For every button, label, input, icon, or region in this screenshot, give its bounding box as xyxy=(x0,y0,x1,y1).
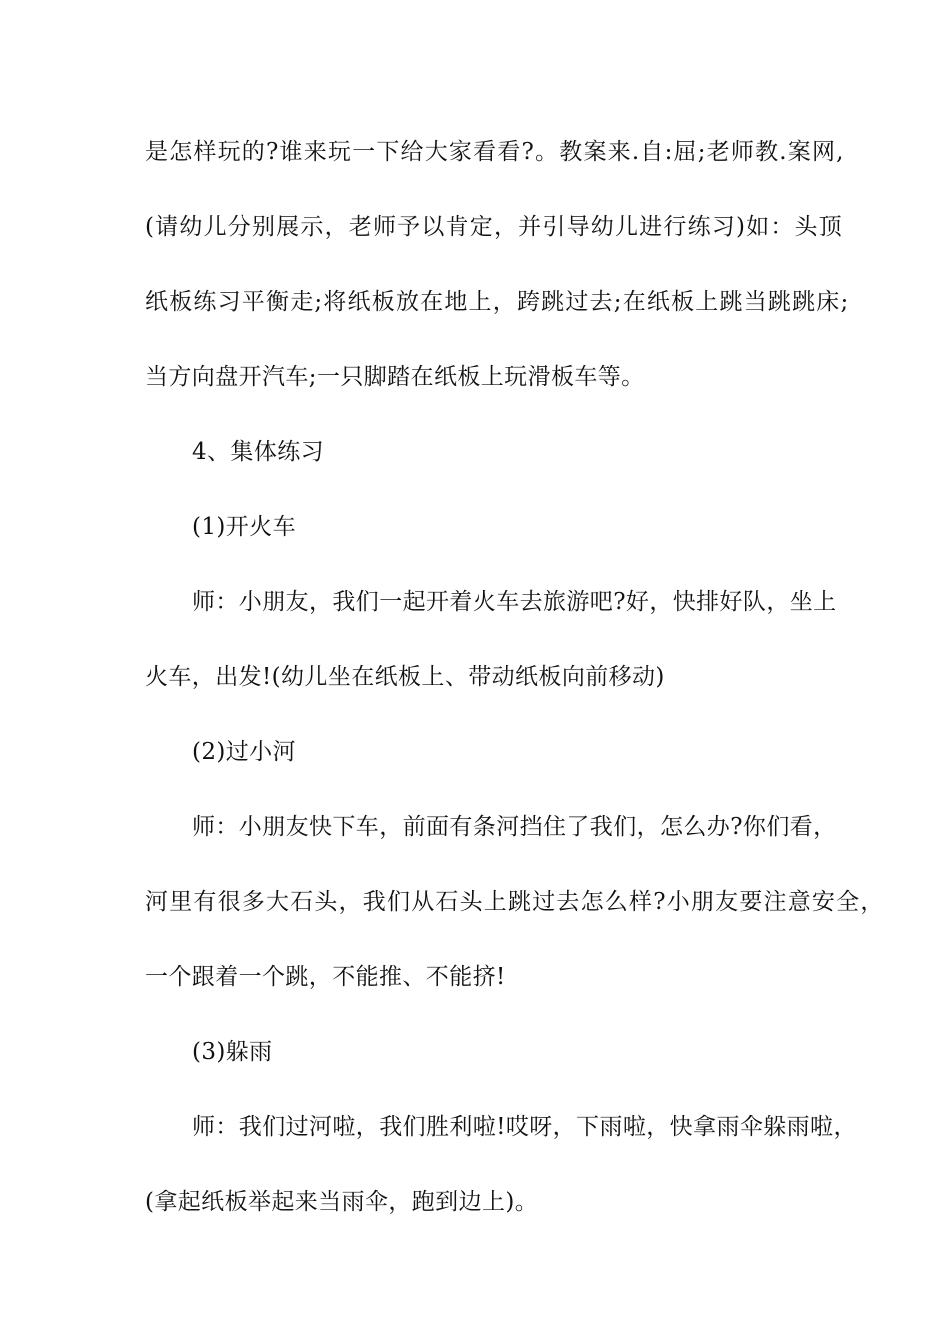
section-heading: 4、集体练习 xyxy=(192,439,325,465)
subsection-heading: (3)躲雨 xyxy=(192,1039,273,1065)
paragraph-line: 师：小朋友，我们一起开着火车去旅游吧?好，快排好队，坐上 xyxy=(192,589,837,615)
paragraph-line: 是怎样玩的?谁来玩一下给大家看看?。教案来.自:屈;老师教.案网, xyxy=(145,139,845,165)
paragraph-line: 师：小朋友快下车，前面有条河挡住了我们，怎么办?你们看， xyxy=(192,814,837,840)
paragraph-line: 火车，出发!(幼儿坐在纸板上、带动纸板向前移动) xyxy=(145,664,665,690)
paragraph-line: (请幼儿分别展示，老师予以肯定，并引导幼儿进行练习)如：头顶 xyxy=(145,214,843,240)
paragraph-line: 纸板练习平衡走;将纸板放在地上，跨跳过去;在纸板上跳当跳跳床; xyxy=(145,289,850,315)
subsection-heading: (2)过小河 xyxy=(192,739,296,765)
paragraph-line: 当方向盘开汽车;一只脚踏在纸板上玩滑板车等。 xyxy=(145,364,645,390)
paragraph-line: (拿起纸板举起来当雨伞，跑到边上)。 xyxy=(145,1189,539,1215)
paragraph-line: 师：我们过河啦，我们胜利啦!哎呀，下雨啦，快拿雨伞躲雨啦， xyxy=(192,1114,857,1140)
subsection-heading: (1)开火车 xyxy=(192,514,296,540)
paragraph-line: 一个跟着一个跳，不能推、不能挤! xyxy=(145,964,506,990)
paragraph-line: 河里有很多大石头，我们从石头上跳过去怎么样?小朋友要注意安全， xyxy=(145,889,885,915)
